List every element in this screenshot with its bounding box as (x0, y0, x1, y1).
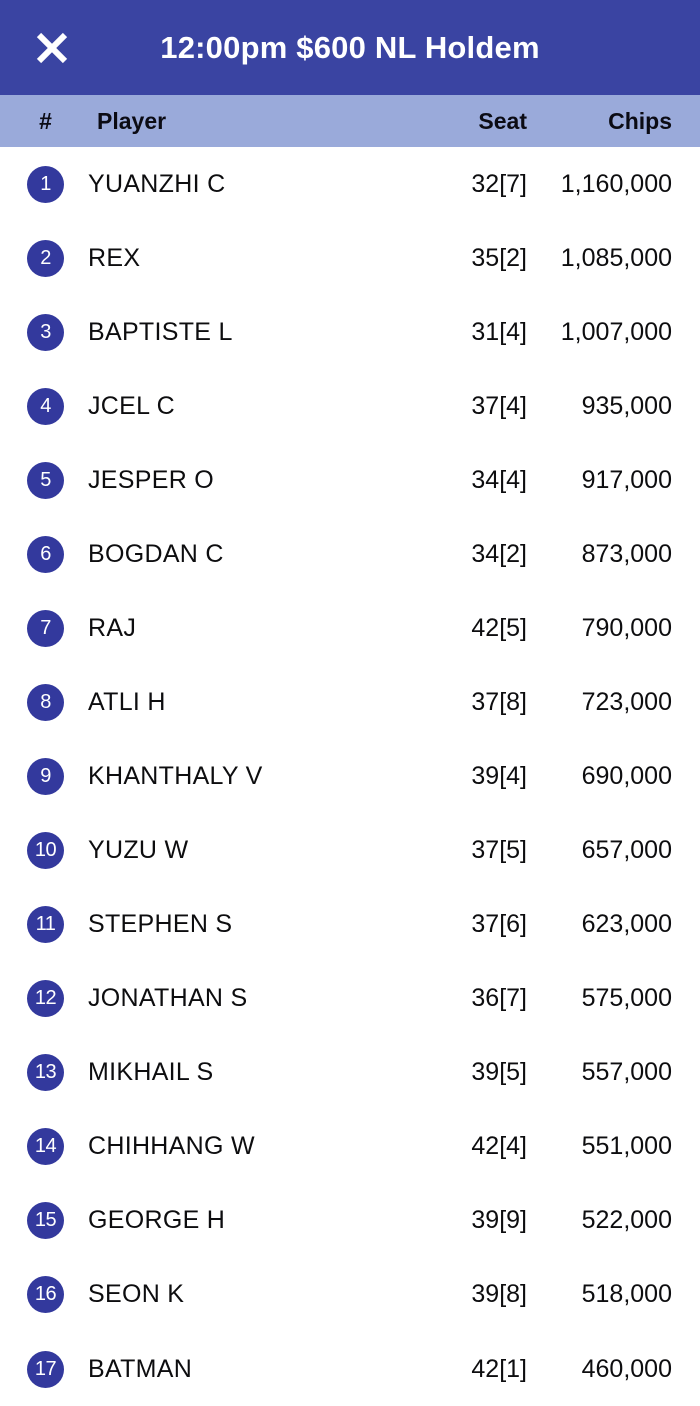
rank-badge: 9 (27, 758, 64, 795)
chips-value: 557,000 (581, 1058, 672, 1087)
chips-value: 522,000 (581, 1206, 672, 1235)
table-row[interactable] (0, 369, 700, 443)
player-name: BAPTISTE L (88, 317, 233, 346)
chips-value: 1,007,000 (560, 317, 672, 346)
column-header-player: Player (97, 107, 167, 134)
rank-badge: 6 (27, 536, 64, 573)
chips-value: 917,000 (581, 465, 672, 494)
chips-value: 551,000 (581, 1132, 672, 1161)
chips-value: 873,000 (581, 539, 672, 568)
seat-value: 42[5] (471, 613, 527, 642)
seat-value: 39[4] (471, 762, 527, 791)
rank-badge: 7 (27, 610, 64, 647)
player-name: JCEL C (88, 391, 176, 420)
table-row[interactable] (0, 295, 700, 369)
rank-badge: 11 (27, 906, 64, 943)
column-header-rank: # (39, 107, 52, 134)
player-name: SEON K (88, 1280, 185, 1309)
player-name: JONATHAN S (88, 984, 248, 1013)
seat-value: 42[4] (471, 1132, 527, 1161)
seat-value: 39[5] (471, 1058, 527, 1087)
table-row[interactable] (0, 665, 700, 739)
seat-value: 39[9] (471, 1206, 527, 1235)
table-row[interactable] (0, 221, 700, 295)
column-header-seat: Seat (478, 107, 527, 134)
table-row[interactable] (0, 962, 700, 1036)
seat-value: 37[8] (471, 687, 527, 716)
chips-value: 518,000 (581, 1280, 672, 1309)
seat-value: 31[4] (471, 317, 527, 346)
rank-badge: 17 (27, 1351, 64, 1388)
rank-badge: 2 (27, 240, 64, 277)
player-list[interactable] (0, 147, 700, 1406)
player-name: ATLI H (88, 687, 166, 716)
chips-value: 690,000 (581, 762, 672, 791)
column-header-chips: Chips (608, 107, 672, 134)
seat-value: 37[5] (471, 836, 527, 865)
table-row[interactable] (0, 888, 700, 962)
rank-badge: 12 (27, 980, 64, 1017)
player-name: BOGDAN C (88, 539, 224, 568)
table-row[interactable] (0, 517, 700, 591)
table-row[interactable] (0, 1258, 700, 1332)
rank-badge: 13 (27, 1054, 64, 1091)
rank-badge: 1 (27, 166, 64, 203)
rank-badge: 8 (27, 684, 64, 721)
seat-value: 34[2] (471, 539, 527, 568)
chips-value: 1,160,000 (560, 169, 672, 198)
table-row[interactable] (0, 591, 700, 665)
seat-value: 42[1] (471, 1354, 527, 1383)
chips-value: 935,000 (581, 391, 672, 420)
rank-badge: 15 (27, 1202, 64, 1239)
rank-badge: 14 (27, 1128, 64, 1165)
rank-badge: 16 (27, 1276, 64, 1313)
seat-value: 34[4] (471, 465, 527, 494)
player-name: YUZU W (88, 836, 189, 865)
app-bar (0, 0, 700, 95)
close-icon (35, 31, 69, 65)
seat-value: 32[7] (471, 169, 527, 198)
player-name: RAJ (88, 613, 137, 642)
player-name: MIKHAIL S (88, 1058, 214, 1087)
player-name: KHANTHALY V (88, 762, 263, 791)
table-row[interactable] (0, 443, 700, 517)
seat-value: 37[4] (471, 391, 527, 420)
player-name: BATMAN (88, 1354, 193, 1383)
chips-value: 790,000 (581, 613, 672, 642)
chips-value: 575,000 (581, 984, 672, 1013)
page-title: 12:00pm $600 NL Holdem (160, 29, 540, 65)
close-button[interactable] (24, 0, 80, 95)
seat-value: 37[6] (471, 910, 527, 939)
player-name: CHIHHANG W (88, 1132, 255, 1161)
table-row[interactable] (0, 1110, 700, 1184)
chips-value: 1,085,000 (560, 243, 672, 272)
player-name: YUANZHI C (88, 169, 226, 198)
player-name: JESPER O (88, 465, 215, 494)
table-row[interactable] (0, 740, 700, 814)
chips-value: 460,000 (581, 1354, 672, 1383)
rank-badge: 3 (27, 314, 64, 351)
rank-badge: 4 (27, 388, 64, 425)
seat-value: 36[7] (471, 984, 527, 1013)
chips-value: 623,000 (581, 910, 672, 939)
table-row[interactable] (0, 147, 700, 221)
player-name: GEORGE H (88, 1206, 226, 1235)
table-row[interactable] (0, 1332, 700, 1406)
table-row[interactable] (0, 1184, 700, 1258)
table-row[interactable] (0, 1036, 700, 1110)
player-name: REX (88, 243, 141, 272)
rank-badge: 5 (27, 462, 64, 499)
table-header (0, 95, 700, 147)
seat-value: 35[2] (471, 243, 527, 272)
rank-badge: 10 (27, 832, 64, 869)
chips-value: 657,000 (581, 836, 672, 865)
player-name: STEPHEN S (88, 910, 233, 939)
seat-value: 39[8] (471, 1280, 527, 1309)
table-row[interactable] (0, 814, 700, 888)
chips-value: 723,000 (581, 687, 672, 716)
